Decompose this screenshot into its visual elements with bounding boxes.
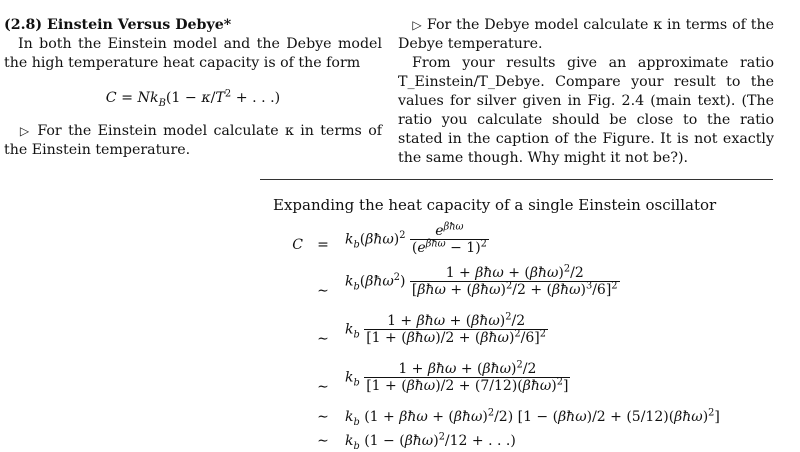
equation-rhs: $k_b(\beta ħ\omega)^2$ $\frac{e^{\beta ħ\omega}}{(e^{\beta ħ\omega} - 1)^2}$ [345,221,487,256]
equation-relation: ∼ [317,331,329,347]
equation-relation: ∼ [317,283,329,299]
equation-relation: = [317,237,329,253]
divider [260,179,773,180]
problem-title: (2.8) Einstein Versus Debye* [4,17,232,33]
equation-rhs: $k_b(\beta ħ\omega^2)$ $\frac{1 + \beta ħ\omega + (\beta ħ\omega)^2/2}{[\beta ħ\omega + (\beta ħ\omega)^2/2 + (\beta ħ\omega)^3/6]^2}$ [345,263,618,298]
solution-heading: Expanding the heat capacity of a single Einstein oscillator [273,196,717,214]
equation-relation: ∼ [317,433,329,449]
problem-intro-block [4,16,382,73]
problem-right-column [398,16,774,168]
problem-left-column [4,16,382,160]
problem-formula: $C = Nk_B(1 - \kappa/T^2$ + . . .) [105,88,281,109]
problem-bullet-einstein: For the Einstein model calculate κ in terms of the Einstein temperature. [4,123,382,158]
problem-bullet-einstein-block [4,122,382,160]
equation-rhs: $k_b$ $\frac{1 + \beta ħ\omega + (\beta ħ\omega)^2/2}{[1 + (\beta ħ\omega)/2 + (\beta ħ\omega)^2/6]^2}$ [345,311,546,346]
equation-lhs: C [292,237,303,253]
problem-intro: In both the Einstein model and the Debye model the high temperature heat capacity is of the form [4,36,382,71]
problem-para2-block [398,54,774,168]
equation-rhs: $k_b$ (1 − (βħω)$^2$/12 + . . .) [345,431,516,452]
problem-bullet-debye-block [398,16,774,54]
triangle-bullet-icon: ▷ [18,124,31,138]
triangle-bullet-icon: ▷ [412,18,422,32]
equation-relation: ∼ [317,409,329,425]
equation-relation: ∼ [317,379,329,395]
problem-bullet-debye: For the Debye model calculate κ in terms of the Debye temperature. [398,17,775,52]
equation-rhs: $k_b$ (1 + βħω + (βħω)$^2$/2) [1 − (βħω)/2 + (5/12)(βħω)$^2$] [345,407,720,428]
equation-rhs: $k_b$ $\frac{1 + \beta ħ\omega + (\beta ħ\omega)^2/2}{[1 + (\beta ħ\omega)/2 + (7/12)(\beta ħ\omega)^2]}$ [345,359,569,394]
problem-para2: From your results give an approximate ratio T_Einstein/T_Debye. Compare your result to the values for silver given in Fig. 2.4 (main text). (The ratio you calculate should be close to the ratio stated in the caption of the Figure. It is not exactly the same though. Why might it not be?). [398,55,774,166]
